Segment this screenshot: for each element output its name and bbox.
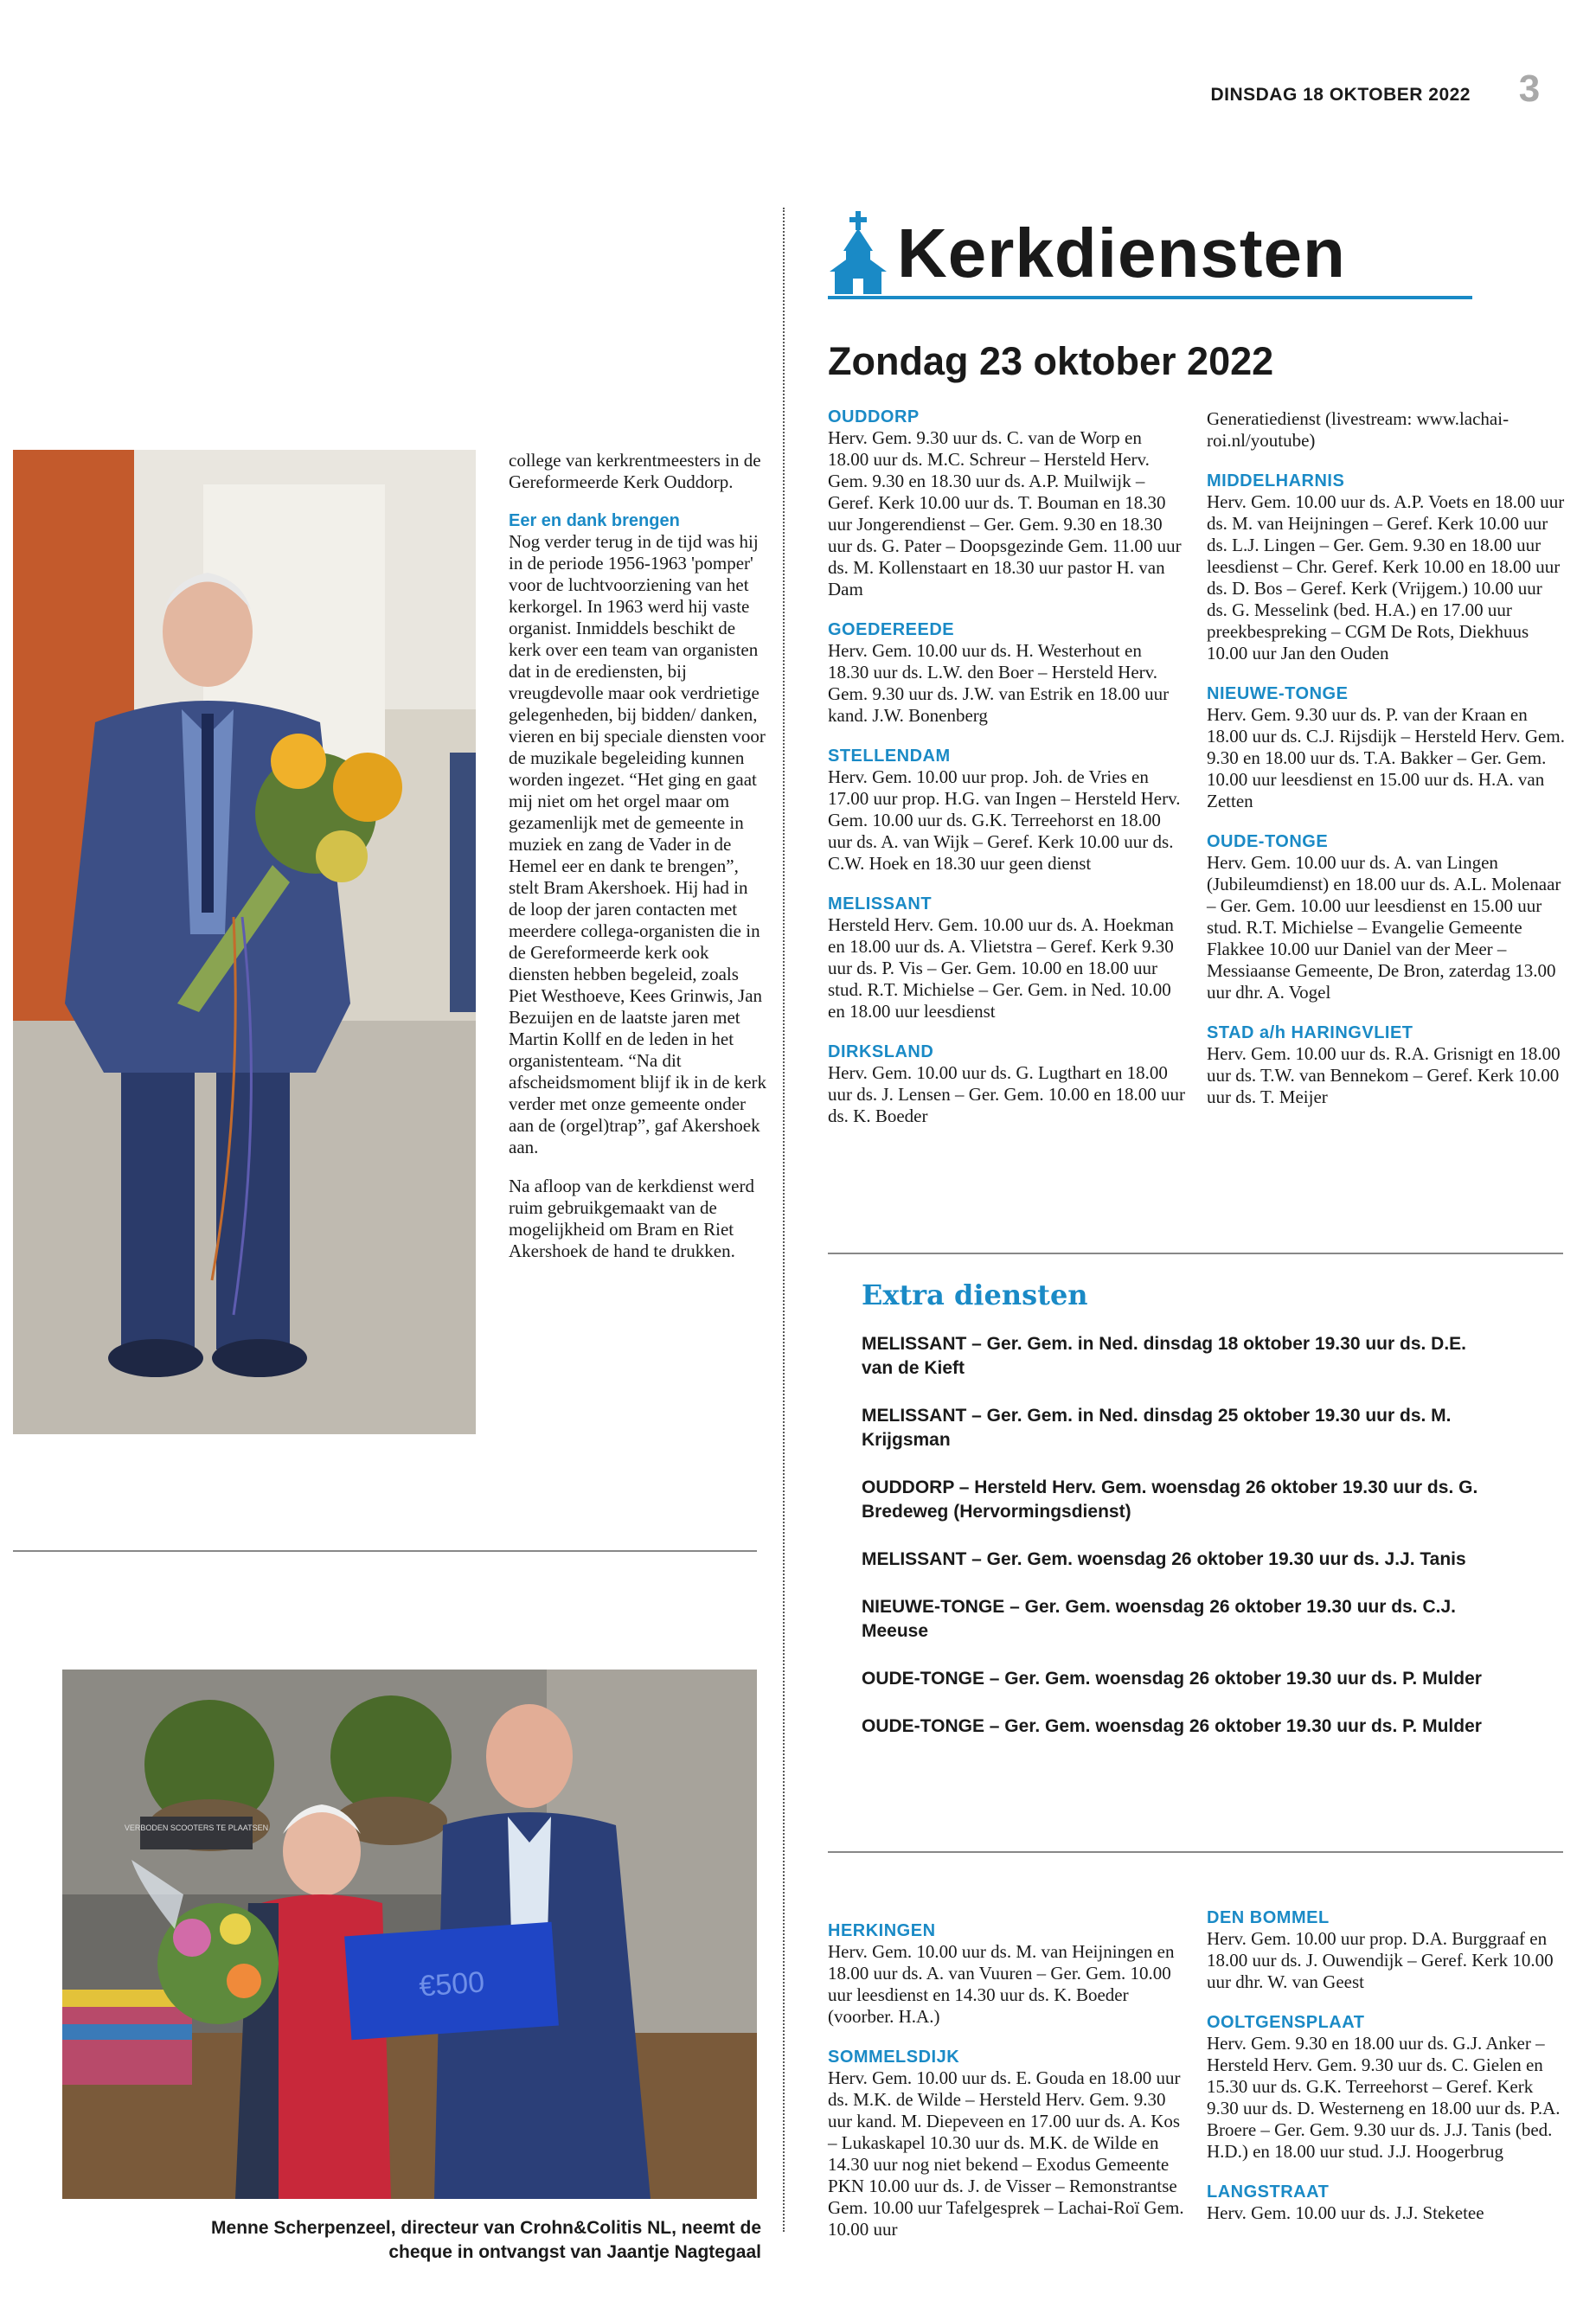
service-text: Herv. Gem. 10.00 uur ds. A.P. Voets en 18.00 uur ds. M. van Heijningen – Geref. Kerk 10.00 uur ds. L.J. Lingen – Ger. Gem. 9.30 en 18.00 uur leesdienst – Chr. Geref. Kerk 10.00 en 18.00 uur ds. D. Bos – Geref. Kerk (Vrijgem.) 10.00 uur ds. G. Messelink (bed. H.A.) en 17.00 uur preekbespreking – CGM De Rots, Diekhuus 10.00 uur Jan den Ouden: [1207, 491, 1565, 663]
service-entry: [1207, 1022, 1566, 1108]
extra-service-item: MELISSANT – Ger. Gem. in Ned. dinsdag 25 oktober 19.30 uur ds. M. Krijgsman: [862, 1406, 1452, 1450]
service-text: Herv. Gem. 10.00 uur ds. J.J. Steketee: [1207, 2202, 1484, 2223]
service-text: Hersteld Herv. Gem. 10.00 uur ds. A. Hoekman en 18.00 uur ds. A. Vlietstra – Geref. Kerk 9.30 uur ds. P. Vis – Ger. Gem. 10.00 en 18.00 uur stud. R.T. Michielse – Ger. Gem. in Ned. 10.00 en 18.00 uur leesdienst: [828, 914, 1174, 1022]
service-entry: [828, 1920, 1187, 2028]
services-column-3: [828, 1920, 1187, 2259]
place-name: DEN BOMMEL: [1207, 1908, 1330, 1927]
service-entry: [1207, 683, 1566, 812]
service-entry: [1207, 2012, 1566, 2163]
service-entry: [828, 619, 1187, 727]
service-text: Herv. Gem. 10.00 uur prop. Joh. de Vries en 17.00 uur prop. H.G. van Ingen – Hersteld Herv. Gem. 10.00 uur ds. G.K. Terreehorst en 18.00 uur ds. A. van Wijk – Geref. Kerk 10.00 uur ds. C.W. Hoek en 18.30 uur geen dienst: [828, 766, 1181, 874]
article-paragraph: college van kerkrentmeesters in de Gereformeerde Kerk Ouddorp.: [509, 450, 761, 492]
date-heading: Zondag 23 oktober 2022: [828, 339, 1274, 383]
service-text: Herv. Gem. 9.30 uur ds. C. van de Worp en 18.00 uur ds. M.C. Schreur – Hersteld Herv. Gem. 9.30 en 18.30 uur ds. A.P. Muilwijk – Geref. Kerk 10.00 uur ds. T. Bouman en 18.30 uur Jongerendienst – Ger. Gem. 9.30 en 18.30 uur ds. G. Pater – Doopsgezinde Gem. 11.00 uur ds. M. Kollenstaart en 18.30 uur pastor H. van Dam: [828, 427, 1182, 599]
no-scooter-sign-text: VERBODEN SCOOTERS TE PLAATSEN: [124, 1823, 269, 1832]
service-text: Herv. Gem. 10.00 uur ds. G. Lugthart en 18.00 uur ds. J. Lensen – Ger. Gem. 10.00 en 18.00 uur ds. K. Boeder: [828, 1062, 1185, 1126]
cheque-amount: €500: [418, 1965, 486, 2003]
place-name: DIRKSLAND: [828, 1042, 934, 1061]
service-text: Herv. Gem. 10.00 uur ds. E. Gouda en 18.00 uur ds. M.K. de Wilde – Hersteld Herv. Gem. 9.30 uur kand. M. Diepeveen en 17.00 uur ds. A. Kos – Lukaskapel 10.30 uur ds. M.K. de Wilde en 14.30 uur nog niet bekend – Exodus Gemeente PKN 10.00 uur ds. J. de Visser – Remonstrantse Gem. 10.00 uur Tafelgesprek – Lachai-Roï Gem. 10.00 uur: [828, 2067, 1184, 2240]
service-entry: [828, 746, 1187, 875]
article-paragraph: Nog verder terug in de tijd was hij in de periode 1956-1963 'pomper' voor de luchtvoorziening van het kerkorgel. In 1963 werd hij vaste organist. Inmiddels beschikt de kerk over een team van organisten dat in de erediensten, bij vreugdevolle maar ook verdrietige gelegenheden, bij bidden/ danken, vieren en bij speciale diensten voor de muzikale begeleiding kunnen worden ingezet. “Het ging en gaat mij niet om het orgel maar om gezamenlijk met de gemeente in muziek en zang de Vader in de Hemel eer en dank te brengen”, stelt Bram Akershoek. Hij had in de loop der jaren contacten met meerdere collega-organisten die in de Gereformeerde kerk ook diensten hebben begeleid, zoals Piet Westhoeve, Kees Grinwis, Jan Bezuijen en de laatste jaren met Martin Kollf en de leden in het organistenteam. “Na dit afscheidsmoment blijf ik in de kerk verder met onze gemeente onder aan de (orgel)trap”, gaf Akershoek aan.: [509, 531, 767, 1157]
service-entry: [1207, 408, 1566, 452]
extra-service-item: NIEUWE-TONGE – Ger. Gem. woensdag 26 oktober 19.30 uur ds. C.J. Meeuse: [862, 1597, 1456, 1641]
extra-service-item: OUDE-TONGE – Ger. Gem. woensdag 26 oktober 19.30 uur ds. P. Mulder: [862, 1669, 1482, 1689]
place-name: NIEUWE-TONGE: [1207, 684, 1349, 703]
service-text: Herv. Gem. 9.30 uur ds. P. van der Kraan en 18.00 uur ds. C.J. Rijsdijk – Hersteld Herv. Gem. 9.30 en 18.00 uur ds. T.A. Bakker – Ger. Gem. 10.00 uur leesdienst en 15.00 uur ds. H.A. van Zetten: [1207, 704, 1565, 811]
separator-rule: [828, 1851, 1563, 1853]
place-name: MIDDELHARNIS: [1207, 471, 1345, 490]
service-entry: [828, 1042, 1187, 1127]
place-name: OUDE-TONGE: [1207, 832, 1329, 851]
separator-rule: [828, 1253, 1563, 1254]
services-column-1: [828, 407, 1187, 1146]
service-entry: [828, 2047, 1187, 2240]
place-name: GOEDEREEDE: [828, 620, 955, 639]
separator-rule: [13, 1550, 757, 1552]
service-text: Herv. Gem. 10.00 uur ds. R.A. Grisnigt en 18.00 uur ds. T.W. van Bennekom – Geref. Kerk 10.00 uur ds. T. Meijer: [1207, 1043, 1561, 1107]
service-entry: [1207, 2182, 1566, 2224]
place-name: STAD a/h HARINGVLIET: [1207, 1023, 1413, 1042]
extra-service-item: MELISSANT – Ger. Gem. in Ned. dinsdag 18 oktober 19.30 uur ds. D.E. van de Kieft: [862, 1334, 1467, 1378]
service-text: Generatiedienst (livestream: www.lachai-roi.nl/youtube): [1207, 408, 1509, 451]
place-name: MELISSANT: [828, 894, 933, 913]
extra-services-title: Extra diensten: [862, 1279, 1088, 1311]
services-column-2: [1207, 408, 1566, 1127]
article-paragraph: Na afloop van de kerkdienst werd ruim gebruikgemaakt van de mogelijkheid om Bram en Riet Akershoek de hand te drukken.: [509, 1176, 754, 1261]
place-name: LANGSTRAAT: [1207, 2182, 1330, 2202]
service-entry: [828, 894, 1187, 1022]
extra-services-list: [862, 1332, 1502, 1762]
service-text: Herv. Gem. 10.00 uur prop. D.A. Burggraaf en 18.00 uur ds. J. Ouwendijk – Geref. Kerk 10.00 uur dhr. W. van Geest: [1207, 1928, 1554, 1992]
place-name: SOMMELSDIJK: [828, 2048, 960, 2067]
church-icon: [828, 211, 888, 294]
cheque-photo: [62, 1670, 757, 2199]
service-text: Herv. Gem. 10.00 uur ds. A. van Lingen (Jubileumdienst) en 18.00 uur ds. A.L. Molenaar – Ger. Gem. 10.00 uur leesdienst en 15.00 uur stud. R.T. Michielse – Evangelie Gemeente Flakkee 10.00 uur Daniel van der Meer – Messiaanse Gemeente, De Bron, zaterdag 13.00 uur dhr. A. Vogel: [1207, 852, 1561, 1003]
place-name: HERKINGEN: [828, 1921, 936, 1940]
section-header: [828, 208, 1472, 299]
extra-service-item: OUDE-TONGE – Ger. Gem. woensdag 26 oktober 19.30 uur ds. P. Mulder: [862, 1716, 1482, 1736]
place-name: STELLENDAM: [828, 747, 951, 766]
extra-service-item: MELISSANT – Ger. Gem. woensdag 26 oktober 19.30 uur ds. J.J. Tanis: [862, 1549, 1466, 1569]
header-date: DINSDAG 18 OKTOBER 2022: [1210, 85, 1471, 105]
service-text: Herv. Gem. 9.30 en 18.00 uur ds. G.J. Anker – Hersteld Herv. Gem. 9.30 uur ds. C. Gielen en 15.30 uur ds. G.K. Terreehorst – Geref. Kerk 9.30 uur ds. D. Westerneng en 18.00 uur ds. P.A. Broere – Ger. Gem. 9.30 uur ds. J.J. Tanis (bed. H.D.) en 18.00 uur stud. J.J. Hoogerbrug: [1207, 2033, 1561, 2162]
article-subhead: Eer en dank brengen: [509, 511, 680, 530]
services-column-4: [1207, 1907, 1566, 2243]
service-entry: [1207, 831, 1566, 1003]
article-text: [509, 450, 768, 1279]
page-number: 3: [1518, 67, 1541, 110]
extra-service-item: OUDDORP – Hersteld Herv. Gem. woensdag 26 oktober 19.30 uur ds. G. Bredeweg (Hervormingsdienst): [862, 1477, 1478, 1522]
section-title: Kerkdiensten: [897, 215, 1346, 292]
column-divider: [783, 208, 785, 2232]
service-entry: [1207, 471, 1566, 664]
organist-photo: [13, 450, 476, 1434]
photo-caption: Menne Scherpenzeel, directeur van Crohn&Colitis NL, neemt de cheque in ontvangst van Jaantje Nagtegaal: [211, 2218, 761, 2262]
service-text: Herv. Gem. 10.00 uur ds. M. van Heijningen en 18.00 uur ds. A. van Vuuren – Ger. Gem. 10.00 uur leesdienst en 14.30 uur ds. K. Boeder (voorber. H.A.): [828, 1941, 1175, 2027]
service-entry: [1207, 1907, 1566, 1993]
service-entry: [828, 407, 1187, 600]
service-text: Herv. Gem. 10.00 uur ds. H. Westerhout en 18.30 uur ds. L.W. den Boer – Hersteld Herv. Gem. 9.30 uur ds. J.W. van Estrik en 18.00 uur kand. J.W. Bonenberg: [828, 640, 1170, 726]
place-name: OUDDORP: [828, 407, 920, 426]
place-name: OOLTGENSPLAAT: [1207, 2013, 1365, 2032]
